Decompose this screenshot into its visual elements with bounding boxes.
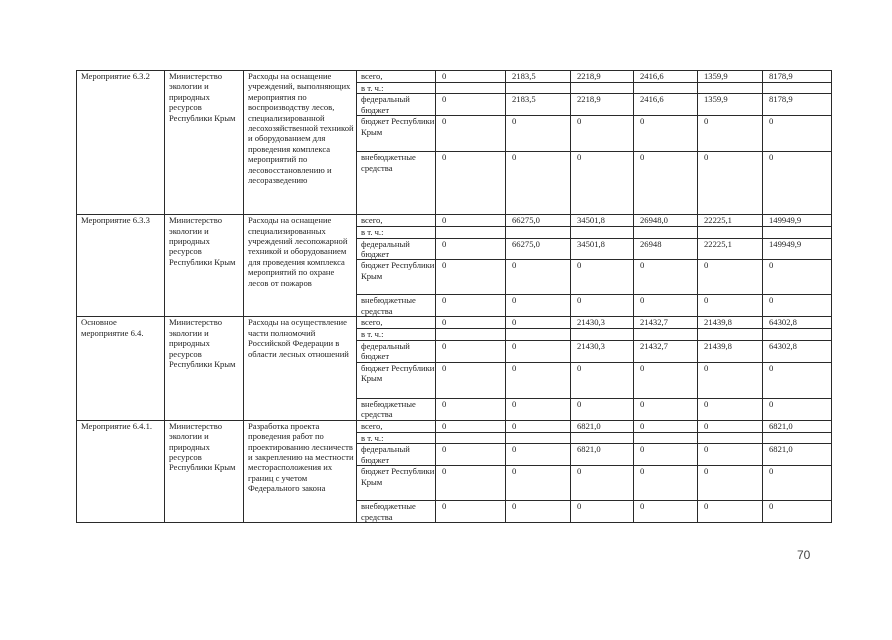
executor-cell: Министерство экологии и природных ресурсов Республики Крым (165, 317, 244, 420)
amount-cell (763, 227, 832, 238)
funding-source-label: бюджет Республики Крым (357, 466, 436, 501)
amount-cell: 0 (634, 362, 698, 398)
amount-cell (571, 329, 634, 340)
amount-cell: 6821,0 (763, 420, 832, 432)
table-body (77, 71, 832, 523)
amount-cell (763, 329, 832, 340)
amount-cell: 2183,5 (506, 94, 571, 116)
amount-cell (506, 432, 571, 443)
amount-cell: 0 (436, 501, 506, 523)
amount-cell: 0 (436, 398, 506, 420)
amount-cell: 0 (763, 260, 832, 295)
measure-cell: Основное мероприятие 6.4. (77, 317, 165, 420)
amount-cell: 0 (634, 295, 698, 317)
amount-cell: 22225,1 (698, 238, 763, 260)
amount-cell (571, 83, 634, 94)
measure-cell: Мероприятие 6.4.1. (77, 420, 165, 522)
amount-cell: 0 (634, 152, 698, 215)
amount-cell (436, 329, 506, 340)
amount-cell: 0 (436, 260, 506, 295)
amount-cell: 34501,8 (571, 238, 634, 260)
amount-cell (698, 227, 763, 238)
amount-cell: 0 (571, 116, 634, 152)
amount-cell: 0 (506, 317, 571, 329)
amount-cell: 6821,0 (571, 420, 634, 432)
amount-cell: 21439,8 (698, 317, 763, 329)
amount-cell (634, 227, 698, 238)
amount-cell: 0 (506, 501, 571, 523)
amount-cell: 64302,8 (763, 340, 832, 362)
amount-cell: 64302,8 (763, 317, 832, 329)
table-row (77, 71, 832, 83)
amount-cell: 0 (436, 215, 506, 227)
amount-cell: 0 (698, 152, 763, 215)
measure-cell: Мероприятие 6.3.3 (77, 215, 165, 317)
funding-source-label: всего, (357, 420, 436, 432)
amount-cell: 0 (436, 317, 506, 329)
amount-cell: 0 (634, 444, 698, 466)
amount-cell (634, 432, 698, 443)
amount-cell: 21432,7 (634, 317, 698, 329)
amount-cell: 6821,0 (763, 444, 832, 466)
amount-cell: 0 (506, 260, 571, 295)
amount-cell: 21430,3 (571, 340, 634, 362)
amount-cell: 0 (436, 238, 506, 260)
funding-source-label: всего, (357, 317, 436, 329)
amount-cell: 0 (506, 444, 571, 466)
executor-cell: Министерство экологии и природных ресурсов Республики Крым (165, 71, 244, 215)
amount-cell (698, 83, 763, 94)
funding-source-label: в т. ч.: (357, 227, 436, 238)
description-cell: Расходы на оснащение специализированных учреждений лесопожарной техникой и оборудованием для проведения комплекса мероприятий по охране лесов от пожаров (244, 215, 357, 317)
amount-cell: 66275,0 (506, 215, 571, 227)
funding-source-label: внебюджетные средства (357, 398, 436, 420)
amount-cell: 21430,3 (571, 317, 634, 329)
budget-table (76, 70, 832, 523)
amount-cell: 0 (571, 466, 634, 501)
amount-cell: 0 (634, 116, 698, 152)
amount-cell: 0 (506, 116, 571, 152)
funding-source-label: бюджет Республики Крым (357, 260, 436, 295)
amount-cell: 0 (763, 362, 832, 398)
amount-cell: 66275,0 (506, 238, 571, 260)
description-cell: Расходы на осуществление части полномочий Российской Федерации в области лесных отношений (244, 317, 357, 420)
amount-cell: 0 (506, 466, 571, 501)
table-row (77, 317, 832, 329)
funding-source-label: всего, (357, 215, 436, 227)
amount-cell: 0 (763, 152, 832, 215)
amount-cell: 1359,9 (698, 94, 763, 116)
funding-source-label: всего, (357, 71, 436, 83)
amount-cell: 22225,1 (698, 215, 763, 227)
description-cell: Разработка проекта проведения работ по проектированию лесничеств и закреплению на местности месторасположения их границ с учетом Федерального закона (244, 420, 357, 522)
amount-cell: 2183,5 (506, 71, 571, 83)
amount-cell (634, 83, 698, 94)
amount-cell: 26948,0 (634, 215, 698, 227)
amount-cell: 0 (436, 362, 506, 398)
table-row (77, 420, 832, 432)
amount-cell: 2218,9 (571, 94, 634, 116)
amount-cell: 0 (506, 340, 571, 362)
amount-cell: 0 (571, 398, 634, 420)
funding-source-label: в т. ч.: (357, 83, 436, 94)
amount-cell: 0 (571, 152, 634, 215)
amount-cell: 0 (698, 362, 763, 398)
amount-cell: 0 (436, 152, 506, 215)
amount-cell: 21439,8 (698, 340, 763, 362)
funding-source-label: внебюджетные средства (357, 295, 436, 317)
amount-cell (506, 83, 571, 94)
amount-cell: 0 (698, 420, 763, 432)
funding-source-label: внебюджетные средства (357, 152, 436, 215)
amount-cell (763, 83, 832, 94)
amount-cell: 0 (763, 116, 832, 152)
amount-cell: 0 (506, 420, 571, 432)
amount-cell: 0 (436, 340, 506, 362)
funding-source-label: федеральный бюджет (357, 444, 436, 466)
amount-cell: 0 (763, 466, 832, 501)
amount-cell: 0 (571, 362, 634, 398)
amount-cell: 0 (571, 501, 634, 523)
amount-cell: 0 (506, 398, 571, 420)
amount-cell (436, 227, 506, 238)
amount-cell (506, 329, 571, 340)
amount-cell: 0 (698, 116, 763, 152)
amount-cell: 6821,0 (571, 444, 634, 466)
amount-cell: 1359,9 (698, 71, 763, 83)
amount-cell: 34501,8 (571, 215, 634, 227)
amount-cell: 0 (436, 295, 506, 317)
funding-source-label: бюджет Республики Крым (357, 362, 436, 398)
amount-cell (436, 432, 506, 443)
page-number: 70 (797, 548, 811, 562)
funding-source-label: федеральный бюджет (357, 94, 436, 116)
measure-cell: Мероприятие 6.3.2 (77, 71, 165, 215)
funding-source-label: федеральный бюджет (357, 238, 436, 260)
amount-cell (571, 432, 634, 443)
amount-cell: 0 (506, 152, 571, 215)
funding-source-label: федеральный бюджет (357, 340, 436, 362)
amount-cell: 0 (506, 295, 571, 317)
amount-cell: 0 (634, 398, 698, 420)
amount-cell: 0 (571, 260, 634, 295)
amount-cell (698, 432, 763, 443)
amount-cell: 8178,9 (763, 94, 832, 116)
amount-cell: 0 (763, 398, 832, 420)
executor-cell: Министерство экологии и природных ресурсов Республики Крым (165, 420, 244, 522)
amount-cell (698, 329, 763, 340)
funding-source-label: внебюджетные средства (357, 501, 436, 523)
amount-cell (634, 329, 698, 340)
executor-cell: Министерство экологии и природных ресурсов Республики Крым (165, 215, 244, 317)
amount-cell: 0 (506, 362, 571, 398)
amount-cell: 2416,6 (634, 71, 698, 83)
amount-cell: 0 (571, 295, 634, 317)
amount-cell: 0 (634, 420, 698, 432)
funding-source-label: бюджет Республики Крым (357, 116, 436, 152)
amount-cell: 0 (634, 501, 698, 523)
amount-cell (436, 83, 506, 94)
amount-cell: 0 (634, 260, 698, 295)
amount-cell: 0 (698, 295, 763, 317)
amount-cell: 0 (436, 71, 506, 83)
amount-cell (571, 227, 634, 238)
amount-cell: 0 (436, 420, 506, 432)
amount-cell: 0 (436, 116, 506, 152)
amount-cell: 0 (436, 444, 506, 466)
amount-cell: 26948 (634, 238, 698, 260)
amount-cell: 0 (698, 444, 763, 466)
amount-cell: 0 (436, 94, 506, 116)
amount-cell: 21432,7 (634, 340, 698, 362)
funding-source-label: в т. ч.: (357, 432, 436, 443)
amount-cell: 0 (698, 260, 763, 295)
table-row (77, 215, 832, 227)
amount-cell: 8178,9 (763, 71, 832, 83)
amount-cell: 0 (763, 501, 832, 523)
amount-cell: 0 (698, 501, 763, 523)
amount-cell: 0 (634, 466, 698, 501)
amount-cell: 0 (698, 466, 763, 501)
funding-source-label: в т. ч.: (357, 329, 436, 340)
amount-cell: 2218,9 (571, 71, 634, 83)
amount-cell: 149949,9 (763, 215, 832, 227)
amount-cell (763, 432, 832, 443)
amount-cell: 0 (698, 398, 763, 420)
amount-cell: 2416,6 (634, 94, 698, 116)
amount-cell: 0 (763, 295, 832, 317)
description-cell: Расходы на оснащение учреждений, выполняющих мероприятия по воспроизводству лесов, специализированной лесохозяйственной техникой и оборудованием для проведения комплекса мероприятий по лесовосстановлению и лесоразведению (244, 71, 357, 215)
amount-cell: 0 (436, 466, 506, 501)
amount-cell (506, 227, 571, 238)
amount-cell: 149949,9 (763, 238, 832, 260)
